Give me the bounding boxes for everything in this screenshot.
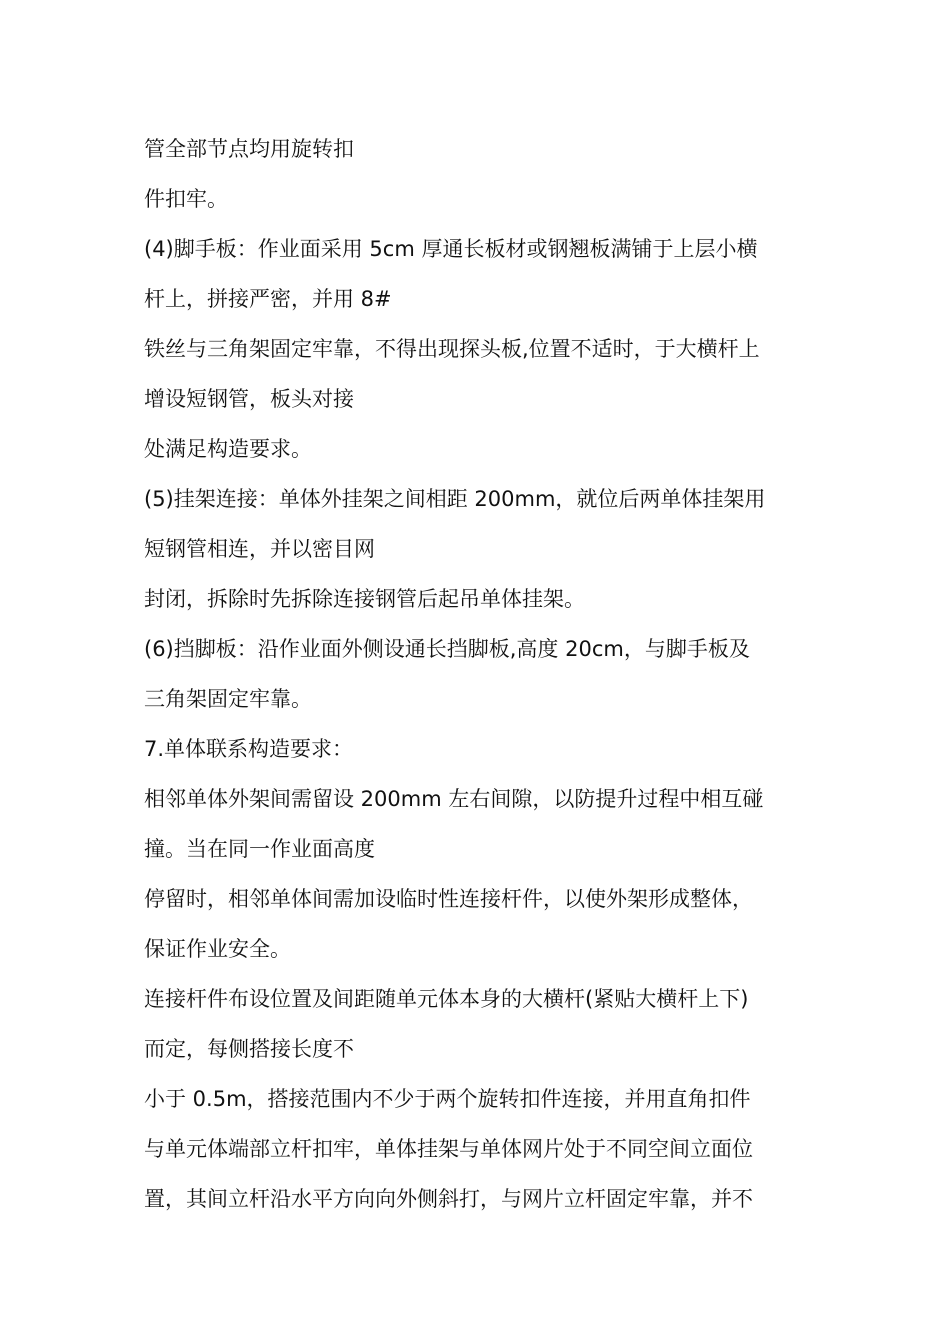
text-line: 停留时，相邻单体间需加设临时性连接杆件，以使外架形成整体， — [144, 887, 753, 911]
text-line: 件扣牢。 — [144, 187, 228, 211]
text-line: 处满足构造要求。 — [144, 437, 312, 461]
text-line: (6)挡脚板：沿作业面外侧设通长挡脚板,高度 20cm，与脚手板及 — [144, 637, 750, 661]
text-line: 撞。当在同一作业面高度 — [144, 837, 375, 861]
text-line: (5)挂架连接：单体外挂架之间相距 200mm，就位后两单体挂架用 — [144, 487, 766, 511]
document-body — [144, 124, 814, 1224]
text-line: 小于 0.5m，搭接范围内不少于两个旋转扣件连接，并用直角扣件 — [144, 1087, 751, 1111]
text-line: 短钢管相连，并以密目网 — [144, 537, 375, 561]
text-line: (4)脚手板：作业面采用 5cm 厚通长板材或钢翘板满铺于上层小横 — [144, 237, 758, 261]
text-line: 封闭，拆除时先拆除连接钢管后起吊单体挂架。 — [144, 587, 585, 611]
text-line: 与单元体端部立杆扣牢，单体挂架与单体网片处于不同空间立面位 — [144, 1137, 753, 1161]
text-line: 连接杆件布设位置及间距随单元体本身的大横杆(紧贴大横杆上下) — [144, 987, 749, 1011]
text-line: 置，其间立杆沿水平方向向外侧斜打，与网片立杆固定牢靠，并不 — [144, 1187, 753, 1211]
section-heading: 7.单体联系构造要求： — [144, 737, 354, 761]
text-line: 杆上，拼接严密，并用 8# — [144, 287, 392, 311]
text-line: 三角架固定牢靠。 — [144, 687, 312, 711]
text-line: 相邻单体外架间需留设 200mm 左右间隙，以防提升过程中相互碰 — [144, 787, 764, 811]
text-line: 而定，每侧搭接长度不 — [144, 1037, 354, 1061]
text-line: 管全部节点均用旋转扣 — [144, 137, 354, 161]
text-line: 增设短钢管，板头对接 — [144, 387, 354, 411]
text-line: 铁丝与三角架固定牢靠，不得出现探头板,位置不适时，于大横杆上 — [144, 337, 760, 361]
text-line: 保证作业安全。 — [144, 937, 291, 961]
